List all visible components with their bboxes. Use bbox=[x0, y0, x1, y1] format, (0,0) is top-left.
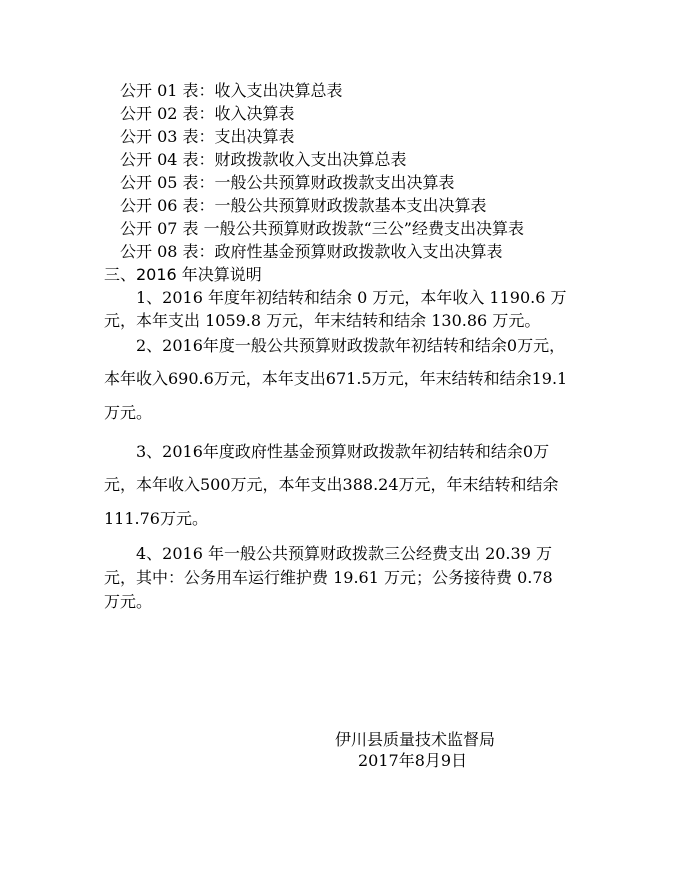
report-list-item: 公开 06 表：一般公共预算财政拨款基本支出决算表 bbox=[120, 196, 487, 215]
paragraph-line: 4、2016 年一般公共预算财政拨款三公经费支出 20.39 万 bbox=[136, 544, 552, 563]
paragraph-line: 元，本年收入500万元，本年支出388.24万元，年末结转和结余 bbox=[104, 475, 559, 494]
report-list-item: 公开 04 表：财政拨款收入支出决算总表 bbox=[120, 150, 407, 169]
paragraph-line: 1、2016 年度年初结转和结余 0 万元，本年收入 1190.6 万 bbox=[136, 288, 567, 307]
report-list-item: 公开 02 表：收入决算表 bbox=[120, 104, 295, 123]
paragraph-line: 万元。 bbox=[104, 403, 153, 422]
paragraph-line: 元，本年支出 1059.8 万元，年末结转和结余 130.86 万元。 bbox=[104, 311, 541, 330]
report-list-item: 公开 03 表：支出决算表 bbox=[120, 127, 295, 146]
report-list-item: 公开 05 表：一般公共预算财政拨款支出决算表 bbox=[120, 173, 455, 192]
paragraph-line: 万元。 bbox=[104, 592, 153, 611]
paragraph-line: 2、2016年度一般公共预算财政拨款年初结转和结余0万元， bbox=[136, 336, 566, 355]
section-title: 三、2016 年决算说明 bbox=[104, 265, 262, 284]
paragraph-line: 元，其中：公务用车运行维护费 19.61 万元；公务接待费 0.78 bbox=[104, 568, 553, 587]
report-list-item: 公开 07 表 一般公共预算财政拨款“三公”经费支出决算表 bbox=[120, 219, 524, 238]
report-list-item: 公开 01 表：收入支出决算总表 bbox=[120, 81, 343, 100]
paragraph-line: 本年收入690.6万元，本年支出671.5万元，年末结转和结余19.1 bbox=[104, 369, 568, 388]
report-list-item: 公开 08 表：政府性基金预算财政拨款收入支出决算表 bbox=[120, 242, 503, 261]
signature-date: 2017年8月9日 bbox=[358, 751, 468, 770]
paragraph-line: 3、2016年度政府性基金预算财政拨款年初结转和结余0万 bbox=[136, 442, 550, 461]
signature-org: 伊川县质量技术监督局 bbox=[335, 730, 496, 749]
paragraph-line: 111.76万元。 bbox=[104, 509, 208, 528]
